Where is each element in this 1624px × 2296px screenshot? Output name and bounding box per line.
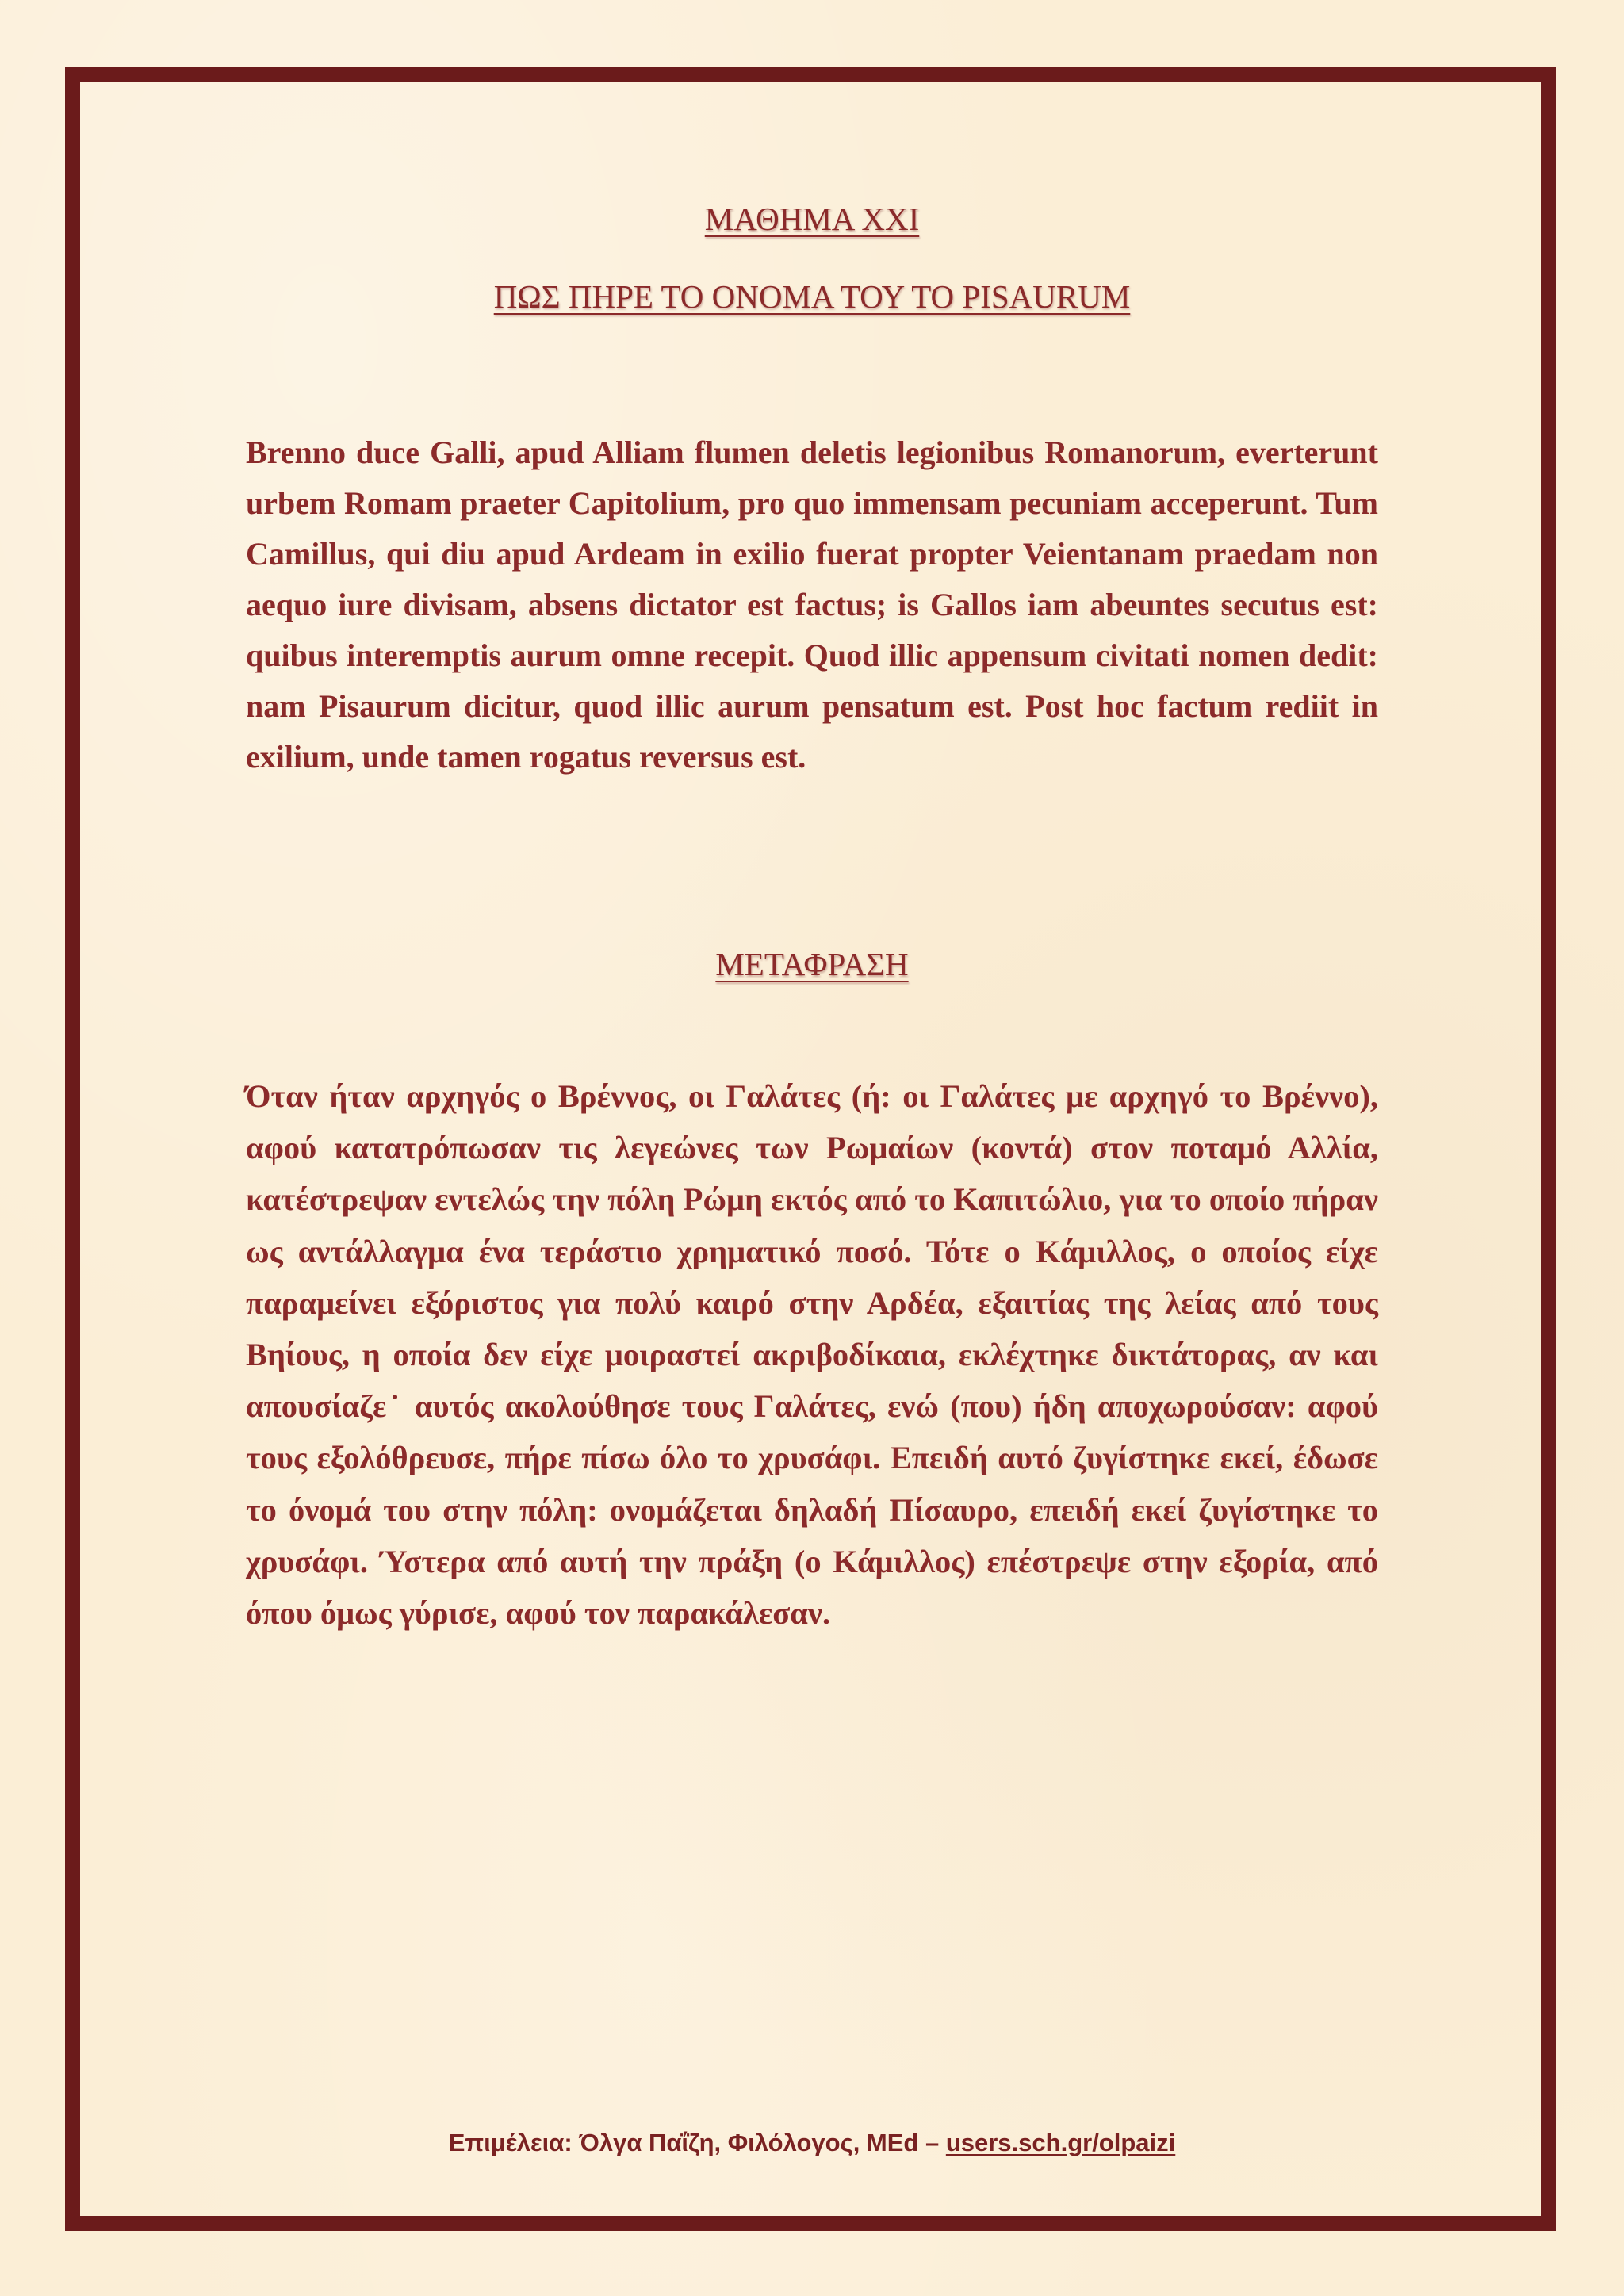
footer-website-link[interactable]: users.sch.gr/olpaizi xyxy=(945,2129,1176,2156)
footer-credit xyxy=(0,2129,1624,2157)
translation-heading: ΜΕΤΑΦΡΑΣΗ xyxy=(715,946,909,982)
lesson-title: ΜΑΘΗΜΑ XXI xyxy=(704,201,920,237)
translation-paragraph: Όταν ήταν αρχηγός ο Βρέννος, οι Γαλάτες (ή: οι Γαλάτες με αρχηγό το Βρέννο), αφού κατατρόπωσαν τις λεγεώνες των Ρωμαίων (κοντά) στον ποταμό Αλλία, κατέστρεψαν εντελώς την πόλη Ρώμη εκτός από το Καπιτώλιο, για το οποίο πήραν ως αντάλλαγμα ένα τεράστιο χρηματικό ποσό. Τότε ο Κάμιλλος, ο οποίος είχε παραμείνει εξόριστος για πολύ καιρό στην Αρδέα, εξαιτίας της λείας από τους Βηίους, η οποία δεν είχε μοιραστεί ακριβοδίκαια, εκλέχτηκε δικτάτορας, αν και απουσίαζε˙ αυτός ακολούθησε τους Γαλάτες, ενώ (που) ήδη αποχωρούσαν: αφού τους εξολόθρευσε, πήρε πίσω όλο το χρυσάφι. Επειδή αυτό ζυγίστηκε εκεί, έδωσε το όνομά του στην πόλη: ονομάζεται δηλαδή Πίσαυρο, επειδή εκεί ζυγίστηκε το χρυσάφι. Ύστερα από αυτή την πράξη (ο Κάμιλλος) επέστρεψε στην εξορία, από όπου όμως γύρισε, αφού τον παρακάλεσαν. xyxy=(246,1078,1378,1632)
latin-text-paragraph: Brenno duce Galli, apud Alliam flumen deletis legionibus Romanorum, everterunt urbem Romam praeter Capitolium, pro quo immensam pecuniam acceperunt. Tum Camillus, qui diu apud Ardeam in exilio fuerat propter Veientanam praedam non aequo iure divisam, absens dictator est factus; is Gallos iam abeuntes secutus est: quibus interemptis aurum omne recepit. Quod illic appensum civitati nomen dedit: nam Pisaurum dicitur, quod illic aurum pensatum est. Post hoc factum rediit in exilium, unde tamen rogatus reversus est. xyxy=(246,434,1378,775)
footer-credit-text: Επιμέλεια: Όλγα Παΐζη, Φιλόλογος, MEd – xyxy=(448,2129,946,2156)
lesson-subtitle: ΠΩΣ ΠΗΡΕ ΤΟ ΟΝΟΜΑ ΤΟΥ ΤΟ PISAURUM xyxy=(493,278,1131,315)
